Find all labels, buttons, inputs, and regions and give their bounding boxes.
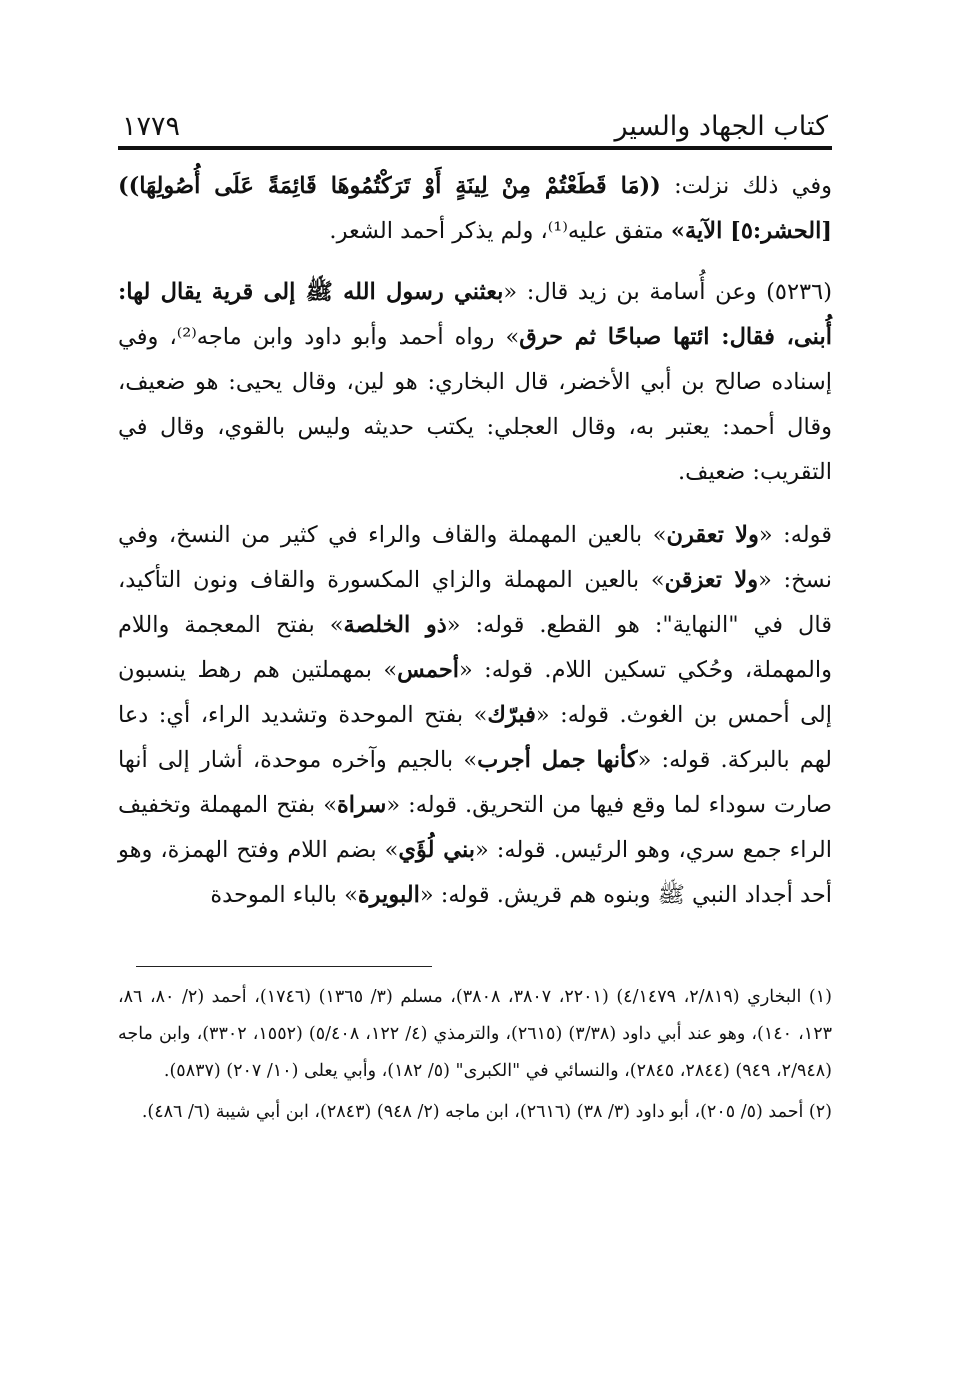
book-title: كتاب الجهاد والسير <box>614 111 828 142</box>
p3-text: » بضم اللام وفتح الهمزة، وهو أحد أجداد النبي ﷺ وبنوه هم قريش. قوله: « <box>118 837 832 908</box>
p2-hadith-text: بعثني رسول الله ﷺ إلى قرية يقال لها: أُبنى، فقال: ائتها صباحًا ثم حرق <box>118 279 832 350</box>
header-rule <box>118 146 832 150</box>
book-page <box>118 100 832 1131</box>
body-text <box>118 164 832 918</box>
p3-term: سراة <box>337 792 387 818</box>
p3-text: » بالجيم وآخره موحدة، أشار إلى أنها صارت سوداء لما وقع فيها من التحريق. قوله: « <box>118 747 832 818</box>
paragraph-1 <box>118 164 832 254</box>
page-number: ١٧٧٩ <box>122 111 181 142</box>
p3-term: بني لُؤَي <box>398 837 475 863</box>
footnote-2: (٢) أحمد (٥/ ٢٠٥)، أبو داود (٣/ ٣٨) (٢٦١٦)، ابن ماجه (٢/ ٩٤٨) (٢٨٤٣)، ابن أبي شيبة (٦/ ٤٨٦). <box>141 1102 832 1122</box>
p3-term: ولا تعزقن <box>664 567 759 593</box>
p3-text: » بفتح المهملة وتخفيف الراء جمع سري، وهو الرئيس. قوله: « <box>118 792 832 863</box>
p1-source: متفق عليه⁽¹⁾، ولم يذكر أحمد الشعر. <box>329 218 671 244</box>
p1-quran-quote: ((مَا قَطَعْتُمْ مِنْ لِينَةٍ أَوْ تَرَكْتُمُوهَا قَائِمَةً عَلَى أُصُولِهَا)) [الحشر:٥] الآية» <box>118 173 832 244</box>
paragraph-2 <box>118 270 832 495</box>
p3-term: ذو الخلصة <box>343 612 447 638</box>
p3-term: أحمس <box>397 657 459 683</box>
p3-text: » بالعين المهملة والزاي المكسورة والقاف ونون التأكيد، قال في "النهاية": هو القطع. قوله: « <box>118 567 832 638</box>
p2-intro: (٥٢٣٦) وعن أُسامة بن زيد قال: « <box>503 279 832 305</box>
p3-text: » بفتح الموحدة وتشديد الراء، أي: دعا لهم بالبركة. قوله: « <box>118 702 833 773</box>
p3-term: البويرة <box>357 882 420 908</box>
p3-term: كأنها جمل أجرب <box>477 747 638 773</box>
footnotes <box>118 979 832 1131</box>
p3-text: » بمهملتين هم رهط ينسبون إلى أحمس بن الغوث. قوله: « <box>118 657 832 728</box>
p3-text: » بالباء الموحدة <box>210 882 358 908</box>
page-header <box>118 100 832 142</box>
p3-text: قوله: « <box>758 522 832 548</box>
footnote-separator <box>136 966 432 967</box>
p1-intro: وفي ذلك نزلت: <box>660 173 833 199</box>
p3-term: فبرّك <box>487 702 536 728</box>
p2-commentary: » رواه أحمد وأبو داود وابن ماجه⁽²⁾، وفي إسناده صالح بن أبي الأخضر، قال البخاري: هو لين، وقال يحيى: هو ضعيف، وقال أحمد: يعتبر به، وقال العجلي: يكتب حديثه وليس بالقوي، وقال في التقريب: ضعيف. <box>118 324 832 485</box>
footnote-1: (١) البخاري (٢/٨١٩، ٤/١٤٧٩) (٢٢٠١، ٣٨٠٧، ٣٨٠٨)، مسلم (٣/ ١٣٦٥) (١٧٤٦)، أحمد (٢/ ٨٠، ٨٦، ١٢٣، ١٤٠)، وهو عند أبي داود (٣/٣٨) (٢٦١٥)، والترمذي (٤/ ١٢٢، ٥/٤٠٨) (١٥٥٢، ٣٣٠٢)، وابن ماجه (٢/٩٤٨، ٩٤٩) (٢٨٤٤، ٢٨٤٥)، والنسائي في "الكبرى" (٥/ ١٨٢)، وأبي يعلى (١٠/ ٢٠٧) (٥٨٣٧). <box>118 987 832 1081</box>
paragraph-3 <box>118 513 832 918</box>
p3-term: ولا تعقرن <box>666 522 759 548</box>
p3-text: » بالعين المهملة والقاف والراء في كثير من النسخ، وفي نسخ: « <box>118 522 832 593</box>
p3-text: » بفتح المعجمة واللام والمهملة، وحُكي تسكين اللام. قوله: « <box>118 612 832 683</box>
